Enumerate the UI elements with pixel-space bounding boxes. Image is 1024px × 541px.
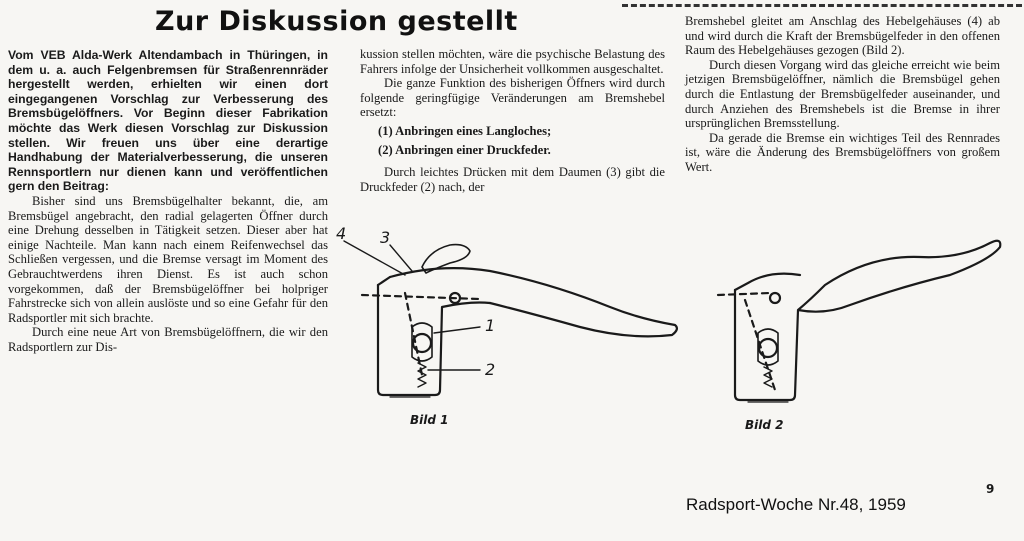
top-rule [622,4,1022,7]
source-citation: Radsport-Woche Nr.48, 1959 [686,495,906,514]
figure-label-3: 3 [380,228,391,247]
figure-caption-1: Bild 1 [410,413,449,427]
figure-label-1: 1 [485,316,496,335]
brake-lever-figure-1 [344,241,677,397]
paragraph: Die ganze Funktion des bisherigen Öffners wird durch folgende geringfügige Veränderungen am Bremshebel ersetzt: [360,76,665,120]
paragraph: Bremshebel gleitet am Anschlag des Hebelgehäuses (4) ab und wird durch die Kraft der Bremsbügelfeder in den offenen Raum des Hebelgehäuses gezogen (Bild 2). [685,14,1000,58]
figure-label-2: 2 [485,360,496,379]
page-number: 9 [986,482,995,496]
list-item: (2) Anbringen einer Druckfeder. [378,142,551,157]
figure-label-4: 4 [336,224,347,243]
article-title: Zur Diskussion gestellt [155,6,518,37]
column-1 [8,48,328,354]
column-3 [685,14,1000,175]
brake-lever-drawings [330,215,1020,440]
paragraph: Durch diesen Vorgang wird das gleiche erreicht wie beim jetzigen Bremsbügelöffner, nämlich die Bremsbügel gehen durch die Entlastung der Bremsbügelfeder auseinander, und durch Anziehen des Bremshebels ist die Bremse in ihrer ursprünglichen Bremsstellung. [685,57,1000,131]
column-2 [360,47,665,194]
figure-caption-2: Bild 2 [745,418,784,432]
paragraph: Da gerade die Bremse ein wichtiges Teil des Rennrades ist, wäre die Änderung des Bremsbügelöffners von großem Wert. [685,130,1000,174]
lead-paragraph: Vom VEB Alda-Werk Altendambach in Thüringen, in dem u. a. auch Felgenbremsen für Straßenrennräder hergestellt werden, erhielten wir einen dort eingegangenen Vorschlag zur Verbesserung des Bremsbügelöffners. Vor Beginn dieser Fabrikation möchte das Werk diesen Vorschlag zur Diskussion stellen. Wir freuen uns über eine derartige Handhabung der Materialverbesserung, die unseren Rennsportlern nur dienen kann und veröffentlichen gern den Beitrag: [8,48,328,194]
paragraph: Durch eine neue Art von Bremsbügelöffnern, die wir den Radsportlern zur Dis- [8,325,328,354]
paragraph: kussion stellen möchten, wäre die psychische Belastung des Fahrers infolge der Unsicherheit vollkommen ausgeschaltet. [360,47,665,76]
list-item: (1) Anbringen eines Langloches; [378,123,552,138]
brake-lever-figure-2 [718,241,1000,402]
paragraph: Bisher sind uns Bremsbügelhalter bekannt, die, am Bremsbügel angebracht, den radial gelagerten Öffner durch eine Drehung desselben in Tätigkeit setzen. Dieser aber hat einige Nachteile. Man kann nach einem Reifenwechsel das Schließen vergessen, und die Bremse versagt im Moment des Gebrauchtwerdens ihren Dienst. Es ist auch schon vorgekommen, daß der Bremsbügelöffner bei holpriger Fahrstrecke sich von allein auslöste und so eine Gefahr für den Radsportler mit sich brachte. [8,193,328,325]
paragraph: Durch leichtes Drücken mit dem Daumen (3) gibt die Druckfeder (2) nach, der [360,165,665,194]
